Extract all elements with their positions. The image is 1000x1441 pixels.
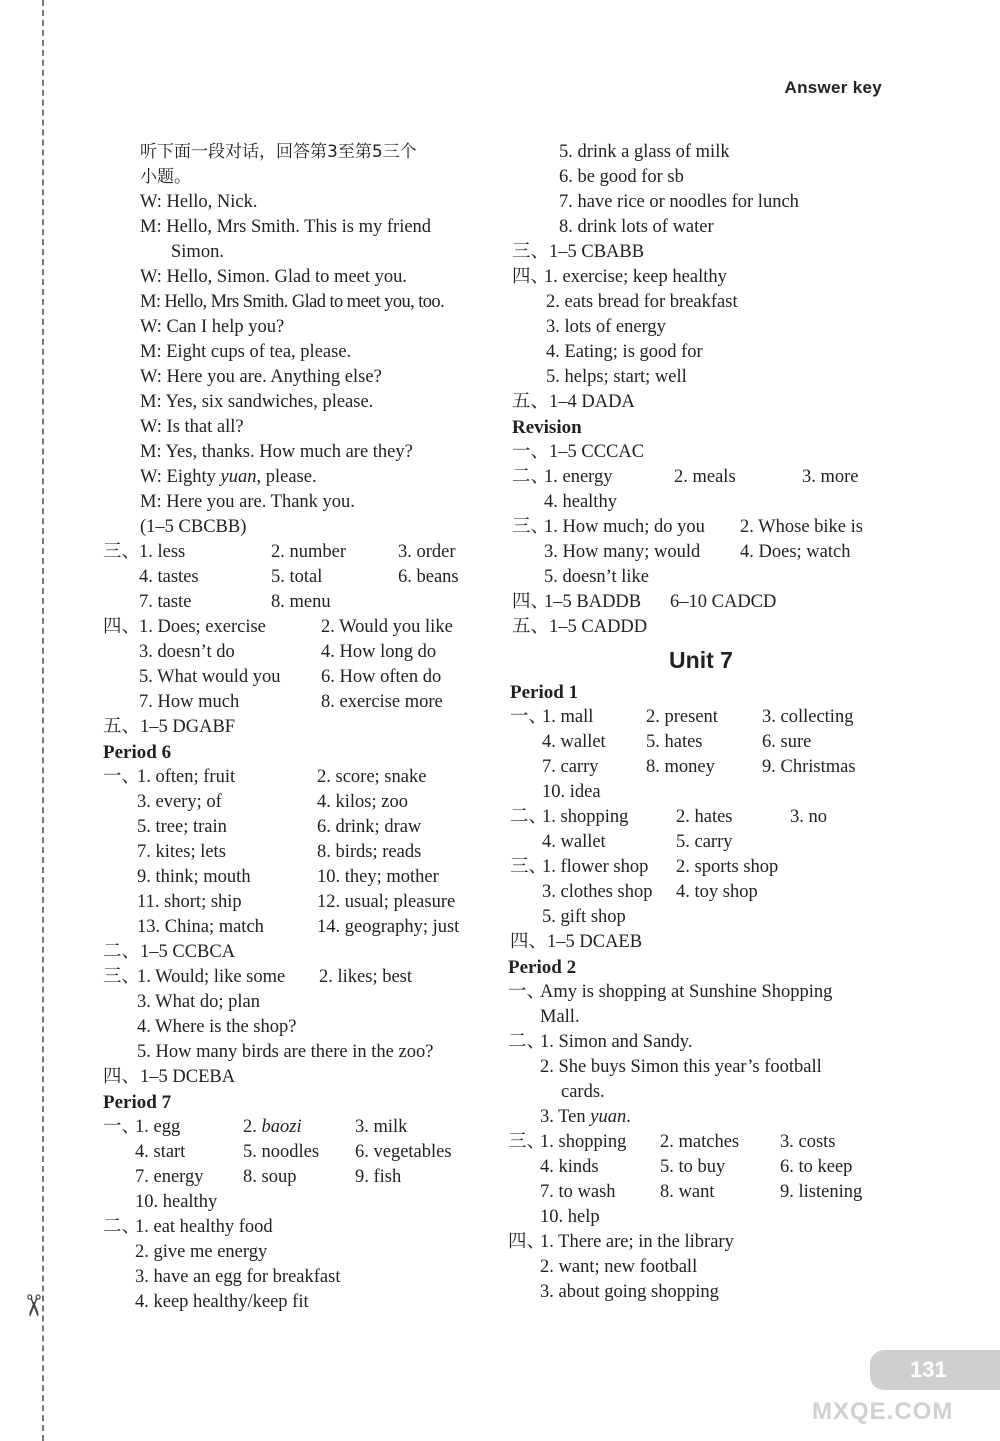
answer-item: 8. exercise more: [321, 692, 443, 712]
answer-item: 8. birds; reads: [317, 842, 422, 862]
u7p1-s1-row: [508, 730, 888, 755]
answer-item: 3. order: [398, 542, 456, 562]
answer-item: 1. often; fruit: [137, 767, 236, 787]
answer-item: 8. soup: [243, 1167, 297, 1187]
section-3-row: [103, 540, 493, 565]
section-4-row: [508, 265, 888, 290]
answer-line: 3. have an egg for breakfast: [135, 1267, 341, 1287]
answer-item: 2. likes; best: [319, 967, 413, 987]
dialog-line: W: Is that all?: [140, 417, 244, 437]
section-4-row: [103, 615, 493, 640]
answer-line: 2. She buys Simon this year’s football: [540, 1057, 822, 1077]
answer-line: Mall.: [540, 1007, 580, 1027]
answer-item: 1. eat healthy food: [135, 1217, 273, 1237]
section-4-row: [103, 640, 493, 665]
answer-item: 1. exercise; keep healthy: [544, 267, 727, 287]
answer-line: [508, 1105, 888, 1130]
section-prefix: 二、: [510, 807, 548, 827]
answer-line: 5. gift shop: [542, 907, 626, 927]
answer-line: 7. have rice or noodles for lunch: [559, 192, 799, 212]
answer-item: 7. taste: [139, 592, 192, 612]
period-2-heading: Period 2: [508, 957, 577, 978]
answer-item: 1–5 BADDB: [544, 592, 642, 612]
p6-s3-row: [103, 965, 493, 990]
answer-item: 3. doesn’t do: [139, 642, 235, 662]
answer-line: 4. healthy: [544, 492, 617, 512]
answer-item: 3. every; of: [137, 792, 222, 812]
answer-item: 7. kites; lets: [137, 842, 226, 862]
answer-item: 6. to keep: [780, 1157, 853, 1177]
u7p2-s4-row: [508, 1230, 888, 1255]
dialog-line: M: Hello, Mrs Smith. This is my friend: [140, 217, 432, 237]
answer-item: 8. money: [646, 757, 715, 777]
answer-item: 1. flower shop: [542, 857, 649, 877]
u7p2-s3-row: [508, 1180, 888, 1205]
section-4-line: 四、1–5 DCAEB: [510, 932, 643, 952]
answer-line: 4. keep healthy/keep fit: [135, 1292, 309, 1312]
answer-item: 6. sure: [762, 732, 812, 752]
answer-item: 1. Simon and Sandy.: [540, 1032, 693, 1052]
p6-row: [103, 790, 493, 815]
unit-7-heading: Unit 7: [669, 647, 733, 673]
answer-item: 10. they; mother: [317, 867, 439, 887]
answer-item: 2. Would you like: [321, 617, 453, 637]
answer-line: 4. Eating; is good for: [546, 342, 703, 362]
answer-item: 3. clothes shop: [542, 882, 653, 902]
answer-line: 10. healthy: [135, 1192, 218, 1212]
italic-word: yuan: [220, 467, 257, 487]
section-4-row: [103, 665, 493, 690]
right-column: [508, 140, 888, 1305]
page-header: Answer key: [784, 78, 882, 97]
answer-item: 13. China; match: [137, 917, 264, 937]
u7p1-s2-row: [508, 805, 888, 830]
answer-line: 10. help: [540, 1207, 600, 1227]
dialog-line: M: Yes, thanks. How much are they?: [140, 442, 413, 462]
answer-item: 4. wallet: [542, 832, 606, 852]
dialog-line: W: Here you are. Anything else?: [140, 367, 382, 387]
answer-item: 7. carry: [542, 757, 599, 777]
answer-item: 3. more: [802, 467, 859, 487]
section-prefix: 二、: [512, 467, 550, 487]
revision-heading: Revision: [512, 417, 582, 438]
section-prefix: 三、: [103, 542, 141, 562]
answer-item: 9. Christmas: [762, 757, 856, 777]
left-column: [103, 140, 493, 1315]
page-number: 131: [870, 1350, 1000, 1390]
answer-item: 5. noodles: [243, 1142, 320, 1162]
answer-item: 1. energy: [544, 467, 613, 487]
section-3-row: [103, 590, 493, 615]
answer-item: 2. meals: [674, 467, 736, 487]
answer-line: 2. want; new football: [540, 1257, 698, 1277]
answer-item: 8. menu: [271, 592, 331, 612]
answer-item: 6–10 CADCD: [670, 592, 777, 612]
answer-item: 3. no: [790, 807, 827, 827]
answer-line: 5. drink a glass of milk: [559, 142, 730, 162]
answer-item: 1. How much; do you: [544, 517, 705, 537]
dialog-text: W: Eighty: [140, 467, 216, 487]
answer-item: 7. to wash: [540, 1182, 616, 1202]
answer-item: 5. What would you: [139, 667, 281, 687]
answer-item: 2. sports shop: [676, 857, 779, 877]
period-6-heading: Period 6: [103, 742, 172, 763]
period-7-heading: Period 7: [103, 1092, 172, 1113]
answer-item: 6. How often do: [321, 667, 442, 687]
dialog-line: M: Yes, six sandwiches, please.: [140, 392, 374, 412]
u7p1-s3-row: [508, 880, 888, 905]
answer-item: 5. carry: [676, 832, 733, 852]
answer-item: 5. total: [271, 567, 323, 587]
section-prefix: 三、: [508, 1132, 546, 1152]
section-prefix: 一、: [103, 767, 141, 787]
answer-item: 11. short; ship: [137, 892, 242, 912]
revision-s3-row: [508, 540, 888, 565]
answer-item: 2. score; snake: [317, 767, 427, 787]
answer-item: 1. egg: [135, 1117, 181, 1137]
u7p2-s2-row: [508, 1030, 888, 1055]
answer-line: 2. give me energy: [135, 1242, 268, 1262]
section-prefix: 二、: [508, 1032, 546, 1052]
answer-item: 1. less: [139, 542, 186, 562]
revision-s2-row: [508, 465, 888, 490]
dialog-line: W: Hello, Simon. Glad to meet you.: [140, 267, 408, 287]
section-4-line: 四、1–5 DCEBA: [103, 1067, 236, 1087]
answer-item: 14. geography; just: [317, 917, 460, 937]
revision-s4-row: [508, 590, 888, 615]
u7p1-s1-row: [508, 705, 888, 730]
section-prefix: 三、: [510, 857, 548, 877]
section-3-line: 三、1–5 CBABB: [512, 242, 645, 262]
italic-word: baozi: [261, 1117, 302, 1137]
section-5-line: 五、1–5 CADDD: [512, 617, 648, 637]
u7p2-s1-row: [508, 980, 888, 1005]
cut-line: [42, 0, 44, 1441]
instruction-line: 听下面一段对话，回答第3至第5三个: [140, 142, 417, 162]
answer-line: (1–5 CBCBB): [140, 517, 247, 537]
answer-item: 9. listening: [780, 1182, 863, 1202]
answer-item: 3. How many; would: [544, 542, 701, 562]
answer-item: 5. tree; train: [137, 817, 227, 837]
dialog-line: Simon.: [171, 242, 224, 262]
answer-item: 5. to buy: [660, 1157, 726, 1177]
watermark: MXQE.COM: [812, 1398, 954, 1425]
answer-item: 1. mall: [542, 707, 594, 727]
answer-item: 5. hates: [646, 732, 703, 752]
section-prefix: 一、: [103, 1117, 141, 1137]
dialog-line: W: Can I help you?: [140, 317, 285, 337]
answer-line: cards.: [561, 1082, 605, 1102]
answer-line: 4. Where is the shop?: [137, 1017, 297, 1037]
p7-row: [103, 1165, 493, 1190]
section-2-line: 二、1–5 CCBCA: [103, 942, 236, 962]
answer-item: [243, 1115, 302, 1140]
answer-item: 9. fish: [355, 1167, 402, 1187]
answer-line: 5. How many birds are there in the zoo?: [137, 1042, 434, 1062]
answer-item: 4. wallet: [542, 732, 606, 752]
section-prefix: 三、: [103, 967, 141, 987]
p6-row: [103, 890, 493, 915]
section-prefix: 四、: [512, 592, 550, 612]
answer-item: 4. start: [135, 1142, 186, 1162]
dialog-line: M: Eight cups of tea, please.: [140, 342, 352, 362]
answer-item: 9. think; mouth: [137, 867, 251, 887]
answer-line: 3. lots of energy: [546, 317, 666, 337]
p7-row: [103, 1140, 493, 1165]
instruction-line: 小题。: [140, 167, 191, 187]
dialog-text: , please.: [256, 467, 317, 487]
answer-item: 1. shopping: [540, 1132, 627, 1152]
answer-item: 6. vegetables: [355, 1142, 452, 1162]
p7-row: [103, 1115, 493, 1140]
u7p1-s1-row: [508, 755, 888, 780]
section-prefix: 四、: [512, 267, 550, 287]
dialog-line: [103, 465, 493, 490]
answer-line: 10. idea: [542, 782, 601, 802]
answer-item: 7. energy: [135, 1167, 204, 1187]
answer-item: 1. There are; in the library: [540, 1232, 734, 1252]
scissors-icon: ✂: [15, 1293, 50, 1319]
revision-s3-row: [508, 515, 888, 540]
u7p2-s3-row: [508, 1130, 888, 1155]
section-1-line: 一、1–5 CCCAC: [512, 442, 645, 462]
answer-item: 2. hates: [676, 807, 733, 827]
u7p1-s3-row: [508, 855, 888, 880]
answer-item: 4. tastes: [139, 567, 199, 587]
u7p1-s2-row: [508, 830, 888, 855]
answer-item: 3. costs: [780, 1132, 836, 1152]
answer-item: 4. Does; watch: [740, 542, 851, 562]
section-prefix: 二、: [103, 1217, 141, 1237]
section-5-line: 五、1–4 DADA: [512, 392, 635, 412]
answer-item: 2. Whose bike is: [740, 517, 863, 537]
section-3-row: [103, 565, 493, 590]
answer-item: 4. toy shop: [676, 882, 758, 902]
p7-s2-row: [103, 1215, 493, 1240]
answer-line: 3. What do; plan: [137, 992, 260, 1012]
answer-item: 4. kilos; zoo: [317, 792, 408, 812]
p6-row: [103, 865, 493, 890]
answer-line: 8. drink lots of water: [559, 217, 714, 237]
answer-text: 3. Ten: [540, 1107, 586, 1127]
p6-row: [103, 765, 493, 790]
answer-item: Amy is shopping at Sunshine Shopping: [540, 982, 833, 1002]
answer-line: 3. about going shopping: [540, 1282, 719, 1302]
p6-row: [103, 840, 493, 865]
section-prefix: 四、: [508, 1232, 546, 1252]
section-prefix: 一、: [510, 707, 548, 727]
answer-item: 3. collecting: [762, 707, 854, 727]
section-4-row: [103, 690, 493, 715]
section-prefix: 一、: [508, 982, 546, 1002]
item-number: 2.: [243, 1117, 262, 1137]
answer-item: 8. want: [660, 1182, 715, 1202]
dialog-line: M: Here you are. Thank you.: [140, 492, 355, 512]
answer-line: 2. eats bread for breakfast: [546, 292, 738, 312]
dialog-line: M: Hello, Mrs Smith. Glad to meet you, too.: [140, 292, 445, 312]
answer-text: .: [626, 1107, 631, 1127]
answer-line: 5. doesn’t like: [544, 567, 649, 587]
section-prefix: 四、: [103, 617, 141, 637]
answer-item: 4. kinds: [540, 1157, 599, 1177]
p6-row: [103, 815, 493, 840]
answer-item: 1. Would; like some: [137, 967, 286, 987]
section-5-line: 五、1–5 DGABF: [103, 717, 236, 737]
answer-item: 1. shopping: [542, 807, 629, 827]
answer-item: 12. usual; pleasure: [317, 892, 456, 912]
p6-row: [103, 915, 493, 940]
answer-item: 7. How much: [139, 692, 240, 712]
answer-item: 2. present: [646, 707, 718, 727]
answer-line: 6. be good for sb: [559, 167, 684, 187]
dialog-line: W: Hello, Nick.: [140, 192, 258, 212]
answer-item: 3. milk: [355, 1117, 408, 1137]
answer-item: 4. How long do: [321, 642, 437, 662]
section-prefix: 三、: [512, 517, 550, 537]
u7p2-s3-row: [508, 1155, 888, 1180]
answer-item: 6. beans: [398, 567, 459, 587]
answer-item: 2. matches: [660, 1132, 740, 1152]
italic-word: yuan: [590, 1107, 627, 1127]
period-1-heading: Period 1: [510, 682, 579, 703]
answer-item: 6. drink; draw: [317, 817, 422, 837]
answer-line: 5. helps; start; well: [546, 367, 687, 387]
answer-item: 1. Does; exercise: [139, 617, 266, 637]
answer-item: 2. number: [271, 542, 347, 562]
